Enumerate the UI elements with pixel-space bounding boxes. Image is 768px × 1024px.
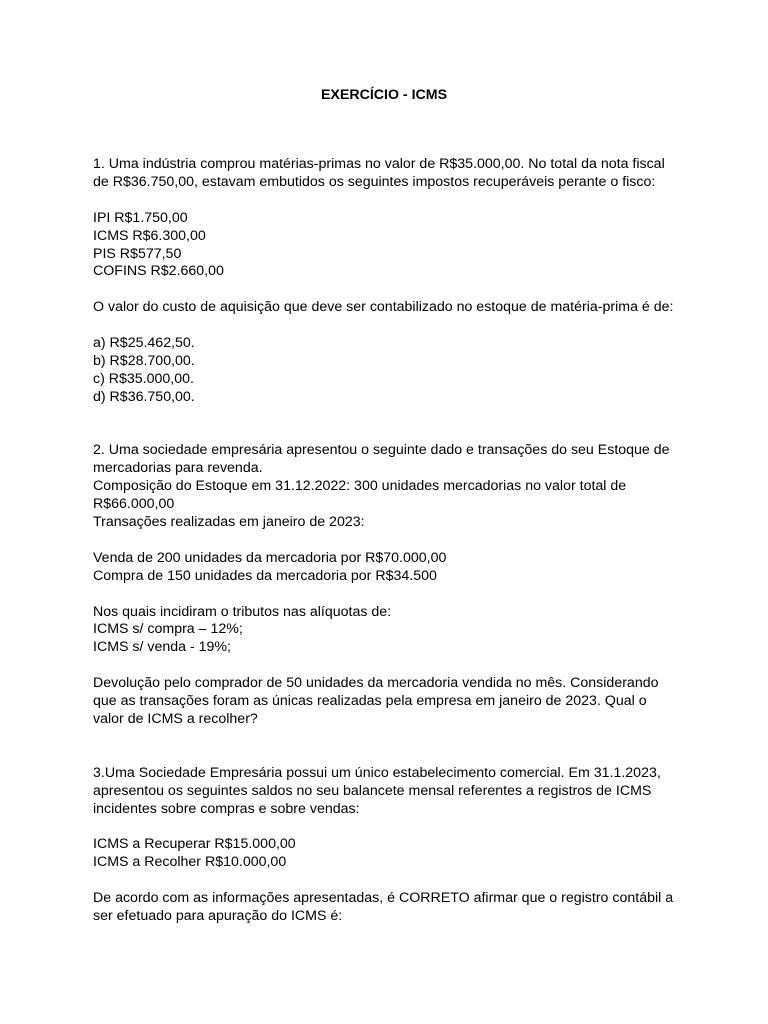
question-2-final-line: Devolução pelo comprador de 50 unidades da mercadoria vendida no mês. Considerando	[93, 675, 659, 692]
transaction-item: Compra de 150 unidades da mercadoria por R$34.500	[93, 567, 437, 584]
question-1	[93, 156, 693, 407]
question-3-text-line: 3.Uma Sociedade Empresária possui um único estabelecimento comercial. Em 31.1.2023,	[93, 764, 661, 781]
tax-item: PIS R$577,50	[93, 245, 182, 262]
page-title: EXERCÍCIO - ICMS	[320, 87, 448, 103]
question-2-text-line: R$66.000,00	[93, 496, 175, 513]
answer-option: d) R$36.750,00.	[93, 388, 195, 405]
rate-line: ICMS s/ compra – 12%;	[93, 621, 243, 638]
question-3-text-line: incidentes sobre compras e sobre vendas:	[93, 800, 360, 817]
question-2-text-line: mercadorias para revenda.	[93, 460, 263, 477]
tax-item: IPI R$1.750,00	[93, 209, 188, 226]
answer-option: b) R$28.700,00.	[93, 352, 195, 369]
question-3	[93, 765, 693, 926]
question-1-prompt: O valor do custo de aquisição que deve ser contabilizado no estoque de matéria-prima é de:	[93, 299, 674, 316]
question-3-final-line: ser efetuado para apuração do ICMS é:	[93, 907, 343, 924]
balance-item: ICMS a Recolher R$10.000,00	[93, 854, 287, 871]
question-3-text-line: apresentou os seguintes saldos no seu balancete mensal referentes a registros de ICMS	[93, 782, 652, 799]
balance-item: ICMS a Recuperar R$15.000,00	[93, 836, 296, 853]
question-2-text-line: 2. Uma sociedade empresária apresentou o seguinte dado e transações do seu Estoque de	[93, 442, 670, 459]
answer-option: c) R$35.000,00.	[93, 370, 194, 387]
document-body	[93, 156, 693, 926]
question-2-final-line: valor de ICMS a recolher?	[93, 710, 258, 727]
tax-item: ICMS R$6.300,00	[93, 227, 206, 244]
question-1-text-line: de R$36.750,00, estavam embutidos os seguintes impostos recuperáveis perante o fisco:	[93, 173, 656, 190]
transaction-item: Venda de 200 unidades da mercadoria por R$70.000,00	[93, 549, 447, 566]
question-2-text-line: Transações realizadas em janeiro de 2023:	[93, 514, 365, 531]
question-2-text-line: Composição do Estoque em 31.12.2022: 300 unidades mercadorias no valor total de	[93, 478, 627, 495]
rate-line: ICMS s/ venda - 19%;	[93, 639, 231, 656]
answer-option: a) R$25.462,50.	[93, 335, 195, 352]
question-2	[93, 442, 693, 728]
question-2-final-line: que as transações foram as únicas realizadas pela empresa em janeiro de 2023. Qual o	[93, 693, 647, 710]
tax-item: COFINS R$2.660,00	[93, 263, 224, 280]
question-1-text-line: 1. Uma indústria comprou matérias-primas no valor de R$35.000,00. No total da nota fiscal	[93, 156, 665, 172]
question-3-final-line: De acordo com as informações apresentadas, é CORRETO afirmar que o registro contábil a	[93, 890, 674, 906]
rate-line: Nos quais incidiram o tributos nas alíquotas de:	[93, 603, 392, 620]
